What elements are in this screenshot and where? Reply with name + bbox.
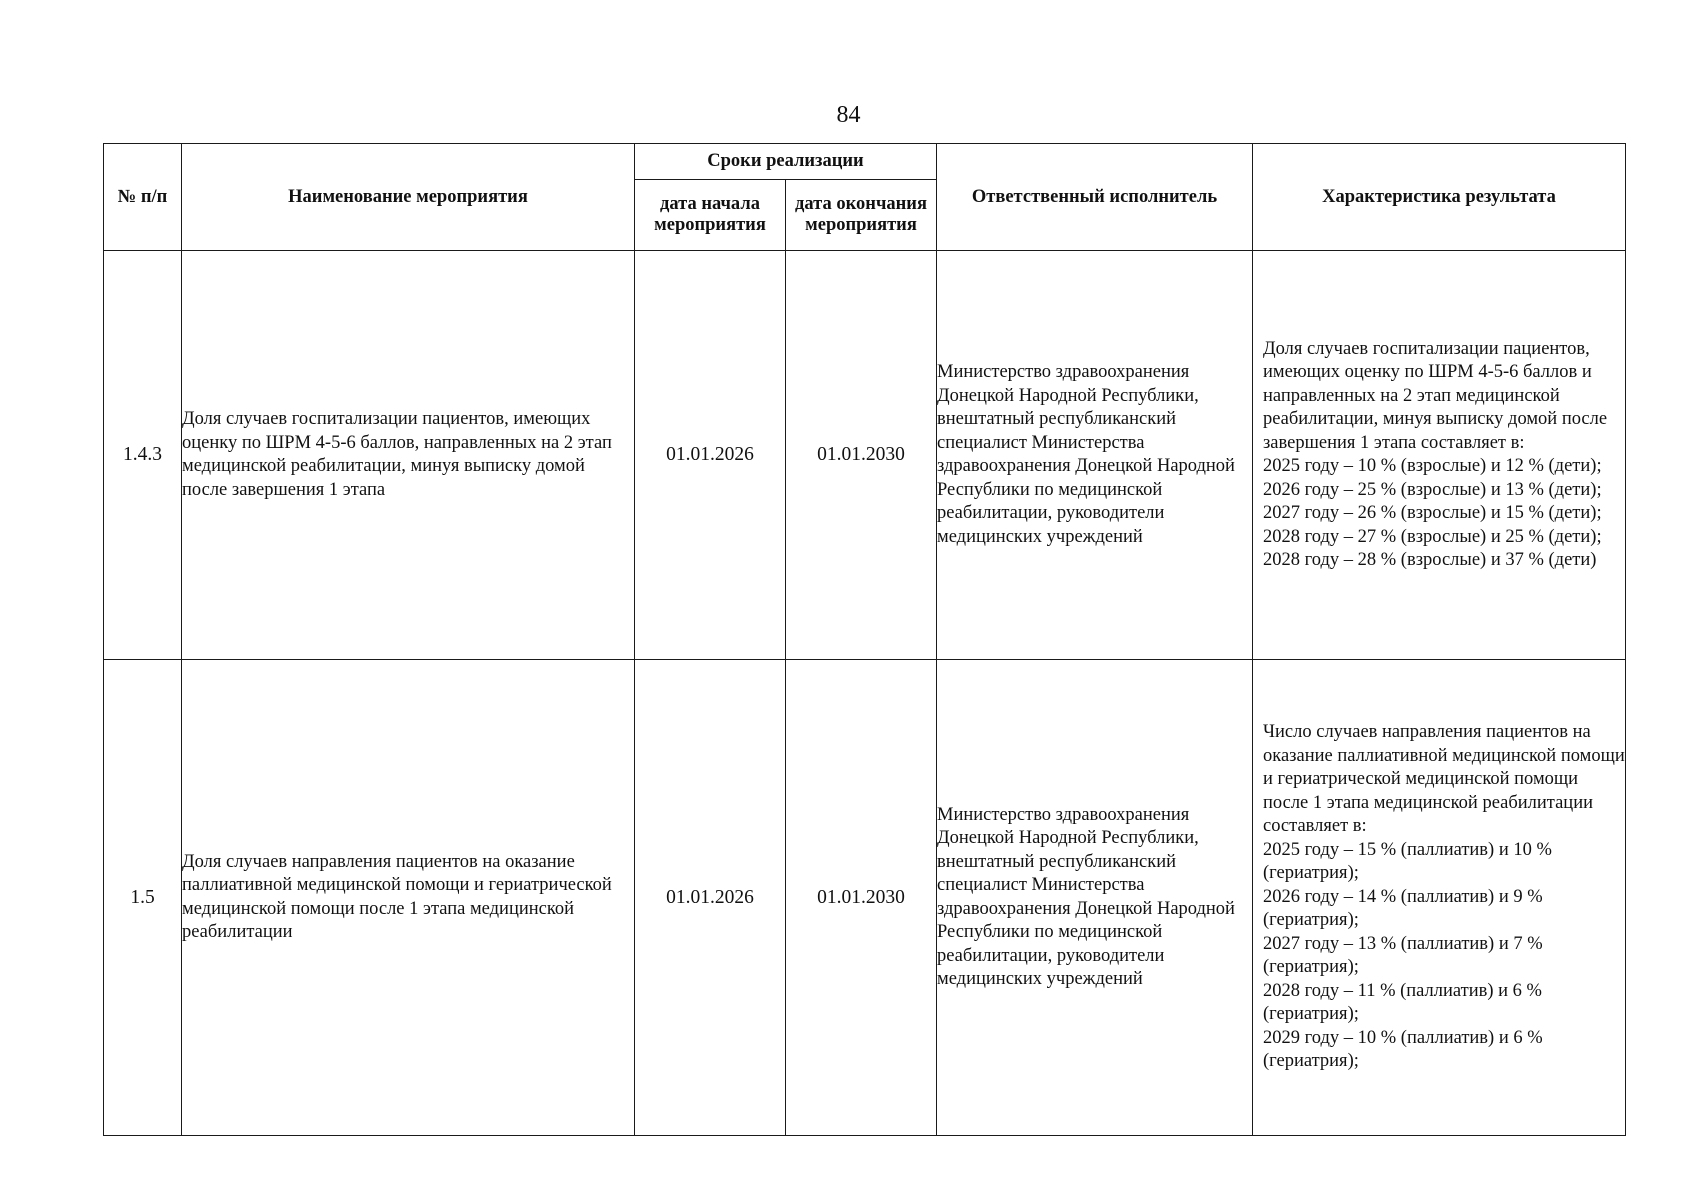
page-number: 84 xyxy=(836,102,861,128)
row-number: 1.4.3 xyxy=(104,251,182,660)
responsible-executor: Министерство здравоохранения Донецкой Народной Республики, внештатный республиканский специалист Министерства здравоохранения Донецкой Народной Республики по медицинской реабилитации, руководители медицинских учреждений xyxy=(937,251,1253,660)
header-start-date: дата начала мероприятия xyxy=(635,180,786,251)
result-description xyxy=(1253,660,1626,1136)
table-row xyxy=(104,660,1626,1136)
result-year-line: 2028 году – 28 % (взрослые) и 37 % (дети) xyxy=(1263,550,1597,570)
start-date: 01.01.2026 xyxy=(635,251,786,660)
header-result: Характеристика результата xyxy=(1253,144,1626,251)
header-end-date: дата окончания мероприятия xyxy=(786,180,937,251)
row-number: 1.5 xyxy=(104,660,182,1136)
start-date: 01.01.2026 xyxy=(635,660,786,1136)
header-num: № п/п xyxy=(104,144,182,251)
header-executor: Ответственный исполнитель xyxy=(937,144,1253,251)
activity-name: Доля случаев госпитализации пациентов, имеющих оценку по ШРМ 4-5-6 баллов, направленных на 2 этап медицинской реабилитации, минуя выписку домой после завершения 1 этапа xyxy=(182,251,635,660)
result-year-line: 2029 году – 10 % (паллиатив) и 6 % (гериатрия); xyxy=(1263,1027,1543,1072)
table-header-row xyxy=(104,144,1626,180)
result-year-line: 2028 году – 11 % (паллиатив) и 6 % (гериатрия); xyxy=(1263,980,1542,1025)
result-year-line: 2025 году – 10 % (взрослые) и 12 % (дети); xyxy=(1263,456,1602,476)
header-terms: Сроки реализации xyxy=(635,144,937,180)
responsible-executor: Министерство здравоохранения Донецкой Народной Республики, внештатный республиканский специалист Министерства здравоохранения Донецкой Народной Республики по медицинской реабилитации, руководители медицинских учреждений xyxy=(937,660,1253,1136)
activity-name: Доля случаев направления пациентов на оказание паллиативной медицинской помощи и гериатрической медицинской помощи после 1 этапа медицинской реабилитации xyxy=(182,660,635,1136)
result-intro: Доля случаев госпитализации пациентов, имеющих оценку по ШРМ 4-5-6 баллов и направленных на 2 этап медицинской реабилитации, минуя выписку домой после завершения 1 этапа составляет в: xyxy=(1263,338,1608,453)
result-year-line: 2028 году – 27 % (взрослые) и 25 % (дети); xyxy=(1263,526,1602,547)
result-year-line: 2026 году – 25 % (взрослые) и 13 % (дети); xyxy=(1263,479,1602,500)
end-date: 01.01.2030 xyxy=(786,660,937,1136)
result-year-line: 2026 году – 14 % (паллиатив) и 9 % (гериатрия); xyxy=(1263,886,1543,931)
result-intro: Число случаев направления пациентов на оказание паллиативной медицинской помощи и гериатрической медицинской помощи после 1 этапа медицинской реабилитации составляет в: xyxy=(1263,722,1625,837)
activities-table xyxy=(103,143,1626,1136)
result-year-line: 2025 году – 15 % (паллиатив) и 10 % (гериатрия); xyxy=(1263,839,1552,884)
end-date: 01.01.2030 xyxy=(786,251,937,660)
table-row xyxy=(104,251,1626,660)
result-year-line: 2027 году – 26 % (взрослые) и 15 % (дети); xyxy=(1263,503,1602,523)
result-description xyxy=(1253,251,1626,660)
result-year-line: 2027 году – 13 % (паллиатив) и 7 % (гериатрия); xyxy=(1263,933,1543,978)
header-name: Наименование мероприятия xyxy=(182,144,635,251)
